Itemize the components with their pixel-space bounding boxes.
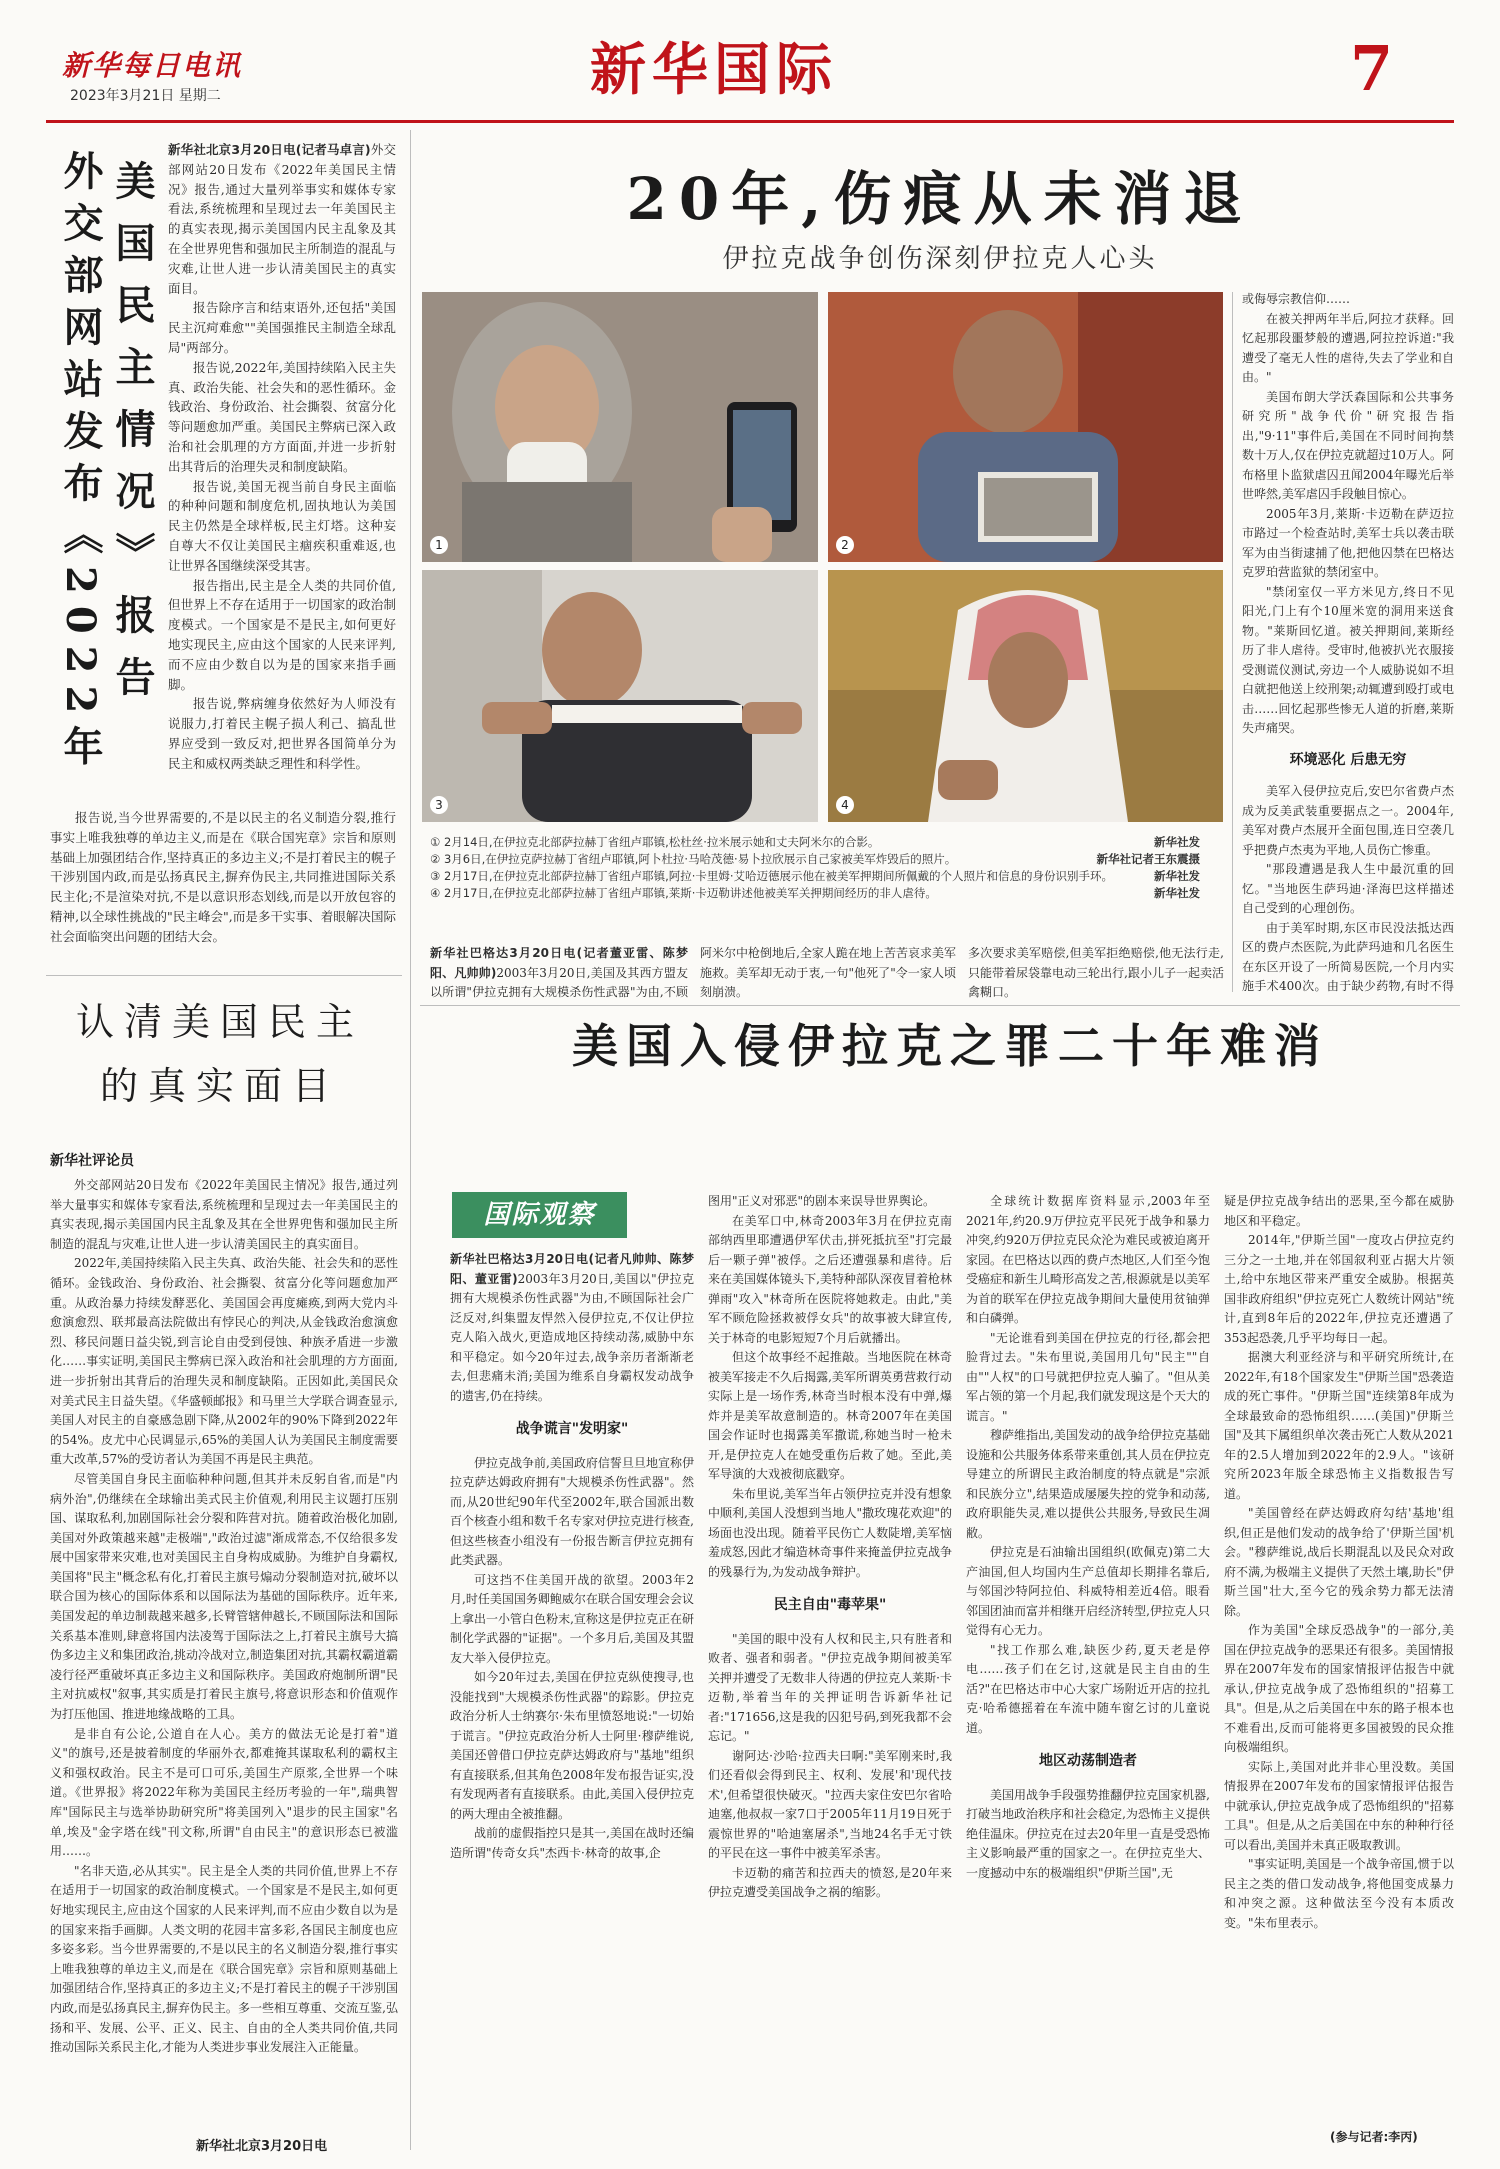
crime-subhead-1: 战争谎言"发明家" — [515, 1421, 629, 1437]
photo-captions — [430, 834, 1200, 902]
issue-date: 2023年3月21日 星期二 — [70, 88, 221, 104]
editorial-footer: 新华社北京3月20日电 — [196, 2139, 328, 2154]
crime-para: 据澳大利亚经济与和平研究所统计,在2022年,有18个国家发生"伊斯兰国"恐袭造成的死亡事件。"伊斯兰国"连续第8年成为全球最致命的恐怖组织……(美国)"伊斯兰国"及其下属组织单次袭击死亡人数从2021年的2.5人增加到2022年的2.9人。"该研究所2023年版全球恐怖主义指数报告写道。 — [1224, 1350, 1454, 1501]
column-divider — [1232, 292, 1233, 992]
iraq-headline: 20年,伤痕从未消退 — [626, 165, 1254, 233]
iraq-para: 阿米尔中枪倒地后,全家人跪在地上苦苦哀求美军施救。美军却无动于衷,一句"他死了"令一家人顷刻崩溃。 — [700, 946, 956, 999]
caption-text: ④ 2月17日,在伊拉克北部萨拉赫丁省纽卢耶镇,莱斯·卡迈勒讲述他被美军关押期间经历的非人虐待。 — [430, 886, 937, 900]
photo-woman-with-phone — [422, 292, 818, 562]
report-title-col1: 外交部网站发布《2022年 — [57, 150, 104, 778]
crime-col1 — [450, 1250, 694, 2140]
photo-number-1: 1 — [430, 536, 448, 554]
crime-col4 — [1224, 1192, 1454, 2122]
crime-col2 — [708, 1192, 952, 2140]
iraq-subheadline: 伊拉克战争创伤深刻伊拉克人心头 — [722, 244, 1158, 274]
editorial-para: 2022年,美国持续陷入民主失真、政治失能、社会失和的恶性循环。金钱政治、身份政治、社会撕裂、贫富分化等问题愈加严重。从政治暴力持续发酵恶化、美国国会再度瘫痪,到两大党内斗愈演愈烈、联邦最高法院做出有悖民心的判决,从金钱政治愈演愈烈、移民问题日益尖锐,到言论自由受到侵蚀、种族矛盾进一步激化……事实证明,美国民主弊病已深入政治和社会肌理的方方面面,进一步折射出其背后的治理失灵和制度缺陷。正因如此,美国民众对美式民主日益失望。《华盛顿邮报》和马里兰大学联合调查显示,美国人对民主的自豪感急剧下降,从2002年的90%下降到2022年的54%。皮尤中心民调显示,65%的美国人认为美国民主制度需要重大改革,57%的受访者认为美国不再是民主典范。 — [50, 1256, 398, 1467]
caption-source: 新华社记者王东震摄 — [1096, 852, 1200, 866]
crime-dateline: 新华社巴格达3月20日电(记者凡帅帅、陈梦阳、董亚雷) — [450, 1252, 694, 1286]
editorial-title-line1: 认清美国民主 — [75, 1000, 364, 1044]
iraq-para: 由于美军时期,东区市民没法抵达西区的费卢杰医院,为此萨玛迪和几名医生在东区开设了一所简易医院,一个月内实施手术400次。由于缺少药物,有时不得 — [1242, 920, 1454, 993]
report-para: 外交部网站20日发布《2022年美国民主情况》报告,通过大量列举事实和媒体专家看法,系统梳理和呈现过去一年美国民主的真实表现,揭示美国国内民主乱象及其在全世界兜售和强加民主所制造的混乱与灾难,让世人进一步认清美国民主的真实面目。 — [168, 142, 396, 296]
crime-para: 如今20年过去,美国在伊拉克纵使搜寻,也没能找到"大规模杀伤性武器"的踪影。伊拉克政治分析人士纳赛尔·朱布里愤怒地说:"一切始于谎言。"伊拉克政治分析人士阿里·穆萨维说,美国还曾借口伊拉克萨达姆政府与"基地"组织有直接联系,但其角色2008年发布报告证实,没有发现两者有直接联系。由此,美国入侵伊拉克的两大理由全被推翻。 — [450, 1670, 694, 1821]
iraq-para: 多次要求美军赔偿,但美军拒绝赔偿,他无法行走,只能带着尿袋靠电动三轮出行,跟小儿子一起卖活禽糊口。 — [968, 946, 1224, 999]
iraq-col2 — [700, 944, 956, 999]
crime-para: 图用"正义对邪恶"的剧本来误导世界舆论。 — [708, 1194, 936, 1208]
editorial-title-line2: 的真实面目 — [99, 1064, 340, 1108]
report-para: 报告除序言和结束语外,还包括"美国民主沉疴难愈""美国强推民主制造全球乱局"两部分。 — [168, 300, 396, 355]
iraq-para: 2003年3月20日,美国及其西方盟友以所谓"伊拉克拥有大规模杀伤性武器"为由,不顾 — [430, 965, 688, 999]
iraq-col1 — [430, 944, 688, 999]
crime-col3 — [966, 1192, 1210, 2140]
caption-text: ① 2月14日,在伊拉克北部萨拉赫丁省纽卢耶镇,松杜丝·拉米展示她和丈夫阿米尔的合影。 — [430, 835, 880, 849]
page-number: 7 — [1350, 32, 1394, 105]
iraq-col4 — [1242, 290, 1454, 995]
caption-text: ③ 2月17日,在伊拉克北部萨拉赫丁省纽卢耶镇,阿拉·卡里姆·艾哈迈德展示他在被美军押期间所佩戴的个人照片和信息的身份识别手环。 — [430, 869, 1114, 883]
iraq-para: 美国布朗大学沃森国际和公共事务研究所"战争代价"研究报告指出,"9·11"事件后,美国在不同时间拘禁数十万人,仅在伊拉克就超过10万人。阿布格里卜监狱虐囚丑闻2004年曝光后举世哗然,美军虐囚手段触目惊心。 — [1242, 389, 1454, 501]
caption-text: ② 3月6日,在伊拉克萨拉赫丁省纽卢耶镇,阿卜杜拉·马哈茂德·易卜拉欣展示自己家被美军炸毁后的照片。 — [430, 852, 957, 866]
crime-para: 战前的虚假指控只是其一,美国在战时还编造所谓"传奇女兵"杰西卡·林奇的故事,企 — [450, 1826, 694, 1860]
report-para: 报告说,美国无视当前自身民主面临的种种问题和制度危机,固执地认为美国民主仍然是全球样板,民主灯塔。这种妄自尊大不仅让美国民主痼疾积重难返,也让世界各国继续深受其害。 — [168, 478, 396, 573]
iraq-para: 在被关押两年半后,阿拉才获释。回忆起那段噩梦般的遭遇,阿拉控诉道:"我遭受了毫无人性的虐待,失去了学业和自由。" — [1242, 311, 1454, 384]
crime-subhead-2: 民主自由"毒苹果" — [773, 1597, 887, 1613]
crime-para: 2003年3月20日,美国以"伊拉克拥有大规模杀伤性武器"为由,不顾国际社会广泛反对,纠集盟友悍然入侵伊拉克,不仅让伊拉克人陷入战火,更造成地区持续动荡,威胁中东和平稳定。如今20年过去,战争亲历者渐渐老去,但悲痛未消;美国为维系自身霸权发动战争的遗害,仍在持续。 — [450, 1271, 694, 1403]
crime-footnote: (参与记者:李丙) — [1330, 2130, 1418, 2144]
report-body — [168, 140, 396, 774]
photo-man-with-wristband — [422, 570, 818, 822]
crime-headline: 美国入侵伊拉克之罪二十年难消 — [572, 1019, 1328, 1073]
report-para: 报告指出,民主是全人类的共同价值,但世界上不存在适用于一切国家的政治制度模式。一个国家是不是民主,如何更好地实现民主,应由这个国家的人民来评判,而不应由少数自以为是的国家来指手画脚。 — [168, 577, 396, 692]
photo-man-with-photo — [828, 292, 1223, 562]
newspaper-brand: 新华每日电讯 — [62, 49, 243, 82]
caption-3 — [430, 868, 1200, 885]
crime-para: "找工作那么难,缺医少药,夏天老是停电……孩子们在乞讨,这就是民主自由的生活?"在巴格达市中心大家广场附近开店的拉扎克·哈希德摇着在车流中随车窗乞讨的儿童说道。 — [966, 1642, 1210, 1735]
iraq-para: 或侮辱宗教信仰…… — [1242, 292, 1351, 306]
crime-para: 2014年,"伊斯兰国"一度攻占伊拉克约三分之一土地,并在邻国叙利亚占据大片领土,给中东地区带来严重安全威胁。根据英国非政府组织"伊拉克死亡人数统计网站"统计,直到8年后的2022年,伊拉克还遭遇了353起恐袭,几乎平均每日一起。 — [1224, 1233, 1454, 1345]
crime-para: 实际上,美国对此并非心里没数。美国情报界在2007年发布的国家情报评估报告中就承认,伊拉克战争成了恐怖组织的"招募工具"。但是,从之后美国在中东的种种行径可以看出,美国并未真正吸取教训。 — [1224, 1759, 1454, 1852]
crime-para: 作为美国"全球反恐战争"的一部分,美国在伊拉克战争的恶果还有很多。美国情报界在2007年发布的国家情报评估报告中就承认,伊拉克战争成了恐怖组织的"招募工具"。但是,从之后美国在中东的路子根本也不难看出,反而可能将更多国被毁的民众推向极端组织。 — [1224, 1623, 1454, 1754]
photo-wristband-illustration — [422, 570, 818, 822]
crime-para: "美国的眼中没有人权和民主,只有胜者和败者、强者和弱者。"伊拉克战争期间被美军关押并遭受了无数非人待遇的伊拉克人莱斯·卡迈勒,举着当年的关押证明告诉新华社记者:"171656,这是我的囚犯号码,到死我都不会忘记。" — [708, 1631, 952, 1743]
photo-elder-illustration — [828, 570, 1223, 822]
report-para: 报告说,弊病缠身依然好为人师没有说服力,打着民主幌子损人利己、搞乱世界应受到一致反对,把世界各国简单分为民主和威权两类缺乏理性和科学性。 — [168, 696, 396, 771]
section-title: 新华国际 — [590, 37, 838, 103]
crime-para: "美国曾经在萨达姆政府勾结'基地'组织,但正是他们发动的战争给了'伊斯兰国'机会。"穆萨维说,战后长期混乱以及民众对政府不满,为极端主义提供了天然土壤,助长"伊斯兰国"壮大,至今它的残余势力都无法清除。 — [1224, 1506, 1454, 1618]
report-body-tail — [50, 808, 396, 978]
report-title-col2: 美国民主情况》报告 — [109, 160, 156, 718]
editorial-body — [50, 1176, 398, 2131]
crime-para: 可这挡不住美国开战的欲望。2003年2月,时任美国国务卿鲍威尔在联合国安理会会议上拿出一小管白色粉末,宣称这是伊拉克正在研制化学武器的"证据"。一个多月后,美国及其盟友大举入侵伊拉克。 — [450, 1572, 694, 1665]
caption-1 — [430, 834, 1200, 851]
iraq-para: "禁闭室仅一平方米见方,终日不见阳光,门上有个10厘米宽的洞用来送食物。"莱斯回忆道。被关押期间,莱斯经历了非人虐待。受审时,他被扒光衣服接受测谎仪测试,旁边一个人威胁说如不坦白就把他送上绞刑架;动辄遭到殴打或电击……回忆起那些惨无人道的折磨,莱斯失声痛哭。 — [1242, 584, 1454, 735]
crime-para: 穆萨维指出,美国发动的战争给伊拉克基础设施和公共服务体系带来重创,其人员在伊拉克导建立的所谓民主政治制度的特点就是"宗派和民族分立",结果造成屡屡失控的党争和动荡,政府职能失灵,难以提供公共服务,导致民生凋敝。 — [966, 1428, 1210, 1540]
section-tag-international-observation: 国际观察 — [452, 1192, 627, 1238]
crime-para: 疑是伊拉克战争结出的恶果,至今都在威胁地区和平稳定。 — [1224, 1194, 1454, 1228]
photo-number-3: 3 — [430, 796, 448, 814]
iraq-dateline: 新华社巴格达3月20日电(记者董亚雷、陈梦阳、凡帅帅) — [430, 946, 688, 980]
iraq-para: 美军入侵伊拉克后,安巴尔省费卢杰成为反美武装重要据点之一。2004年,美军对费卢杰展开全面包围,连日空袭几乎把费卢杰夷为平地,人员伤亡惨重。 — [1242, 784, 1454, 857]
photo-number-4: 4 — [836, 796, 854, 814]
crime-para: 朱布里说,美军当年占领伊拉克并没有想象中顺利,美国人没想到当地人"撒玫瑰花欢迎"的场面也没出现。随着平民伤亡人数陡增,美军恼羞成怒,因此才编造林奇事件来掩盖伊拉克战争的残暴行为,为发动战争辩护。 — [708, 1486, 952, 1579]
report-dateline: 新华社北京3月20日电(记者马卓言) — [168, 142, 371, 157]
header-rule — [46, 120, 1454, 123]
iraq-para: 2005年3月,莱斯·卡迈勒在萨迈拉市路过一个检查站时,美军士兵以袭击联军为由当街逮捕了他,把他囚禁在巴格达克罗珀营监狱的禁闭室中。 — [1242, 506, 1454, 579]
crime-para: 谢阿达·沙哈·拉西夫曰啊:"美军刚来时,我们还看似会得到民主、权利、发展'和'现代技术',但希望很快破灭。"拉西夫家住安巴尔省哈迪塞,他叔叔一家7口于2005年11月19日死于震惊世界的"哈迪塞屠杀",当地24名手无寸铁的平民在这一事件中被美军杀害。 — [708, 1748, 952, 1860]
photo-woman-illustration — [422, 292, 818, 562]
divider — [46, 975, 402, 976]
iraq-subhead-3: 环境恶化 后患无穷 — [1289, 751, 1407, 768]
editorial-title — [55, 990, 385, 1118]
crime-para: 但这个故事经不起推敲。当地医院在林奇被美军接走不久后揭露,美军所谓英勇营救行动实际上是一场作秀,林奇当时根本没有中弹,爆炸并是美军故意制造的。林奇2007年在美国国会作证时也揭露美军撒谎,称她当时一枪未开,是伊拉克人在她受重伤后救了她。至此,美军导演的大戏被彻底戳穿。 — [708, 1350, 952, 1481]
editorial-para: 是非自有公论,公道自在人心。美方的做法无论是打着"道义"的旗号,还是披着制度的华丽外衣,都难掩其谋取私利的霸权主义和强权政治。民主不是可口可乐,美国生产原浆,全世界一个味道。《世界报》将2022年称为美国民主经历考验的一年",瑞典智库"国际民主与选举协助研究所"将美国列入"退步的民主国家"名单,埃及"金字塔在线"刊文称,所谓"自由民主"的意识形态已被滥用……。 — [50, 1726, 398, 1859]
crime-para: 伊拉克是石油输出国组织(欧佩克)第二大产油国,但人均国内生产总值却长期排名靠后,与邻国沙特阿拉伯、科威特相差近4倍。眼看邻国团油而富并相继开启经济转型,伊拉克人只觉得有心无力。 — [966, 1545, 1210, 1637]
column-divider — [410, 130, 411, 2150]
report-para: 报告说,当今世界需要的,不是以民主的名义制造分裂,推行事实上唯我独尊的单边主义,而是在《联合国宪章》宗旨和原则基础上加强团结合作,坚持真正的多边主义;不是打着民主的幌子干涉别国内政,而是弘扬真民主,摒弃伪民主,共同推进国际关系民主化;不是渲染对抗,不是以意识形态划线,而是以开放包容的精神,以全球性挑战的"民主峰会",而是多干实事、着眼解决国际社会面临突出问题的团结大会。 — [50, 810, 396, 944]
photo-elder-man — [828, 570, 1223, 822]
crime-para: 全球统计数据库资料显示,2003年至2021年,约20.9万伊拉克平民死于战争和暴力冲突,约920万伊拉克民众沦为难民或被迫离开家园。在巴格达以西的费卢杰地区,人们至今饱受癌症和新生儿畸形高发之苦,根源就是以美军为首的联军在伊拉克战争期间大量使用贫铀弹和白磷弹。 — [966, 1194, 1210, 1325]
caption-2 — [430, 851, 1200, 868]
caption-source: 新华社发 — [1154, 835, 1200, 849]
photo-man-illustration — [828, 292, 1223, 562]
report-para: 报告说,2022年,美国持续陷入民主失真、政治失能、社会失和的恶性循环。金钱政治、身份政治、社会撕裂、贫富分化等问题愈加严重。美国民主弊病已深入政治和社会肌理的方方面面,并进一步折射出其背后的治理失灵和制度缺陷。 — [168, 359, 396, 474]
crime-para: "事实证明,美国是一个战争帝国,惯于以民主之类的借口发动战争,将他国变成暴力和冲突之源。这种做法至今没有本质改变。"朱布里表示。 — [1224, 1857, 1454, 1930]
editorial-para: 外交部网站20日发布《2022年美国民主情况》报告,通过列举大量事实和媒体专家看法,系统梳理和呈现过去一年美国民主的真实表现,揭示美国国内民主乱象及其在全世界兜售和强加民主所制造的混乱与灾难,让世人进一步认清美国民主的真实面目。 — [50, 1178, 398, 1251]
caption-source: 新华社发 — [1154, 869, 1200, 883]
editorial-para: "名非天造,必从其实"。民主是全人类的共同价值,世界上不存在适用于一切国家的政治制度模式。一个国家是不是民主,如何更好地实现民主,应由这个国家的人民来评判,而不应由少数自以为是的国家来指手画脚。人类文明的花园丰富多彩,各国民主制度也应多姿多彩。当今世界需要的,不是以民主的名义制造分裂,推行事实上唯我独尊的单边主义,而是在《联合国宪章》宗旨和原则基础上加强团结合作,坚持真正的多边主义;不是打着民主的幌子干涉别国内政,而是弘扬真民主,摒弃伪民主。多一些相互尊重、交流互鉴,弘扬和平、发展、公平、正义、民主、自由的全人类共同价值,共同推动国际关系民主化,才能为人类进步事业发展注入正能量。 — [50, 1863, 398, 2055]
crime-para: "无论谁看到美国在伊拉克的行径,都会把脸背过去。"朱布里说,美国用几句"民主""自由""人权"的口号就把伊拉克人骗了。"但从美军占领的第一个月起,我们就发现这是个天大的谎言。" — [966, 1330, 1210, 1423]
divider — [420, 1005, 1460, 1006]
crime-para: 在美军口中,林奇2003年3月在伊拉克南部纳西里耶遭遇伊军伏击,拼死抵抗至"打完最后一颗子弹"被俘。之后还遭强暴和虐待。后来在美国媒体镜头下,美特种部队深夜冒着枪林弹雨"攻入"林奇所在医院将她救走。由此,"美军不顾危险拯救被俘女兵"的故事被大肆宣传,关于林奇的电影短短7个月后就播出。 — [708, 1213, 952, 1345]
photo-number-2: 2 — [836, 536, 854, 554]
caption-source: 新华社发 — [1154, 886, 1200, 900]
editorial-para: 尽管美国自身民主面临种种问题,但其并未反躬自省,而是"内病外治",仍继续在全球输出美式民主价值观,利用民主议题打压别国、谋取私利,加剧国际社会分裂和阵营对抗。随着政治极化加剧,美国对外政策越来越"走极端","政治过滤"渐成常态,不仅给很多发展中国家带来灾难,也对美国民主自身构成威胁。为维护自身霸权,美国将"民主"概念私有化,打着民主旗号煽动分裂制造对抗,破坏以联合国为核心的国际体系和以国际法为基础的国际秩序。近年来,美国发起的单边制裁越来越多,长臂管辖伸越长,不顾国际法和国际关系基本准则,肆意将国内法凌驾于国际法之上,打着民主旗号大搞伪多边主义和集团政治,挑动冷战对立,制造集团对抗,其霸权霸道霸凌行径严重破坏真正多边主义和国际秩序。美国政府炮制所谓"民主对抗威权"叙事,其实质是打着民主旗号,将意识形态和价值观作为打压他国、推进地缘战略的工具。 — [50, 1471, 398, 1722]
editorial-byline: 新华社评论员 — [50, 1153, 134, 1169]
crime-subhead-3: 地区动荡制造者 — [1039, 1753, 1137, 1769]
caption-4 — [430, 885, 1200, 902]
iraq-para: "那段遭遇是我人生中最沉重的回忆。"当地医生萨玛迪·泽海巴这样描述自己受到的心理创伤。 — [1242, 862, 1454, 915]
crime-para: 卡迈勒的痛苦和拉西夫的愤怒,是20年来伊拉克遭受美国战争之祸的缩影。 — [708, 1865, 952, 1899]
crime-para: 伊拉克战争前,美国政府信誓旦旦地宣称伊拉克萨达姆政府拥有"大规模杀伤性武器"。然而,从20世纪90年代至2002年,联合国派出数百个核查小组和数千名专家对伊拉克进行核查,但这些核查小组没有一份报告断言伊拉克拥有此类武器。 — [450, 1455, 694, 1567]
iraq-col3 — [968, 944, 1224, 999]
crime-para: 美国用战争手段强势推翻伊拉克国家机器,打破当地政治秩序和社会稳定,为恐怖主义提供绝佳温床。伊拉克在过去20年里一直是受恐怖主义影响最严重的国家之一。在伊拉克坐大、一度撼动中东的极端组织"伊斯兰国",无 — [966, 1787, 1210, 1880]
